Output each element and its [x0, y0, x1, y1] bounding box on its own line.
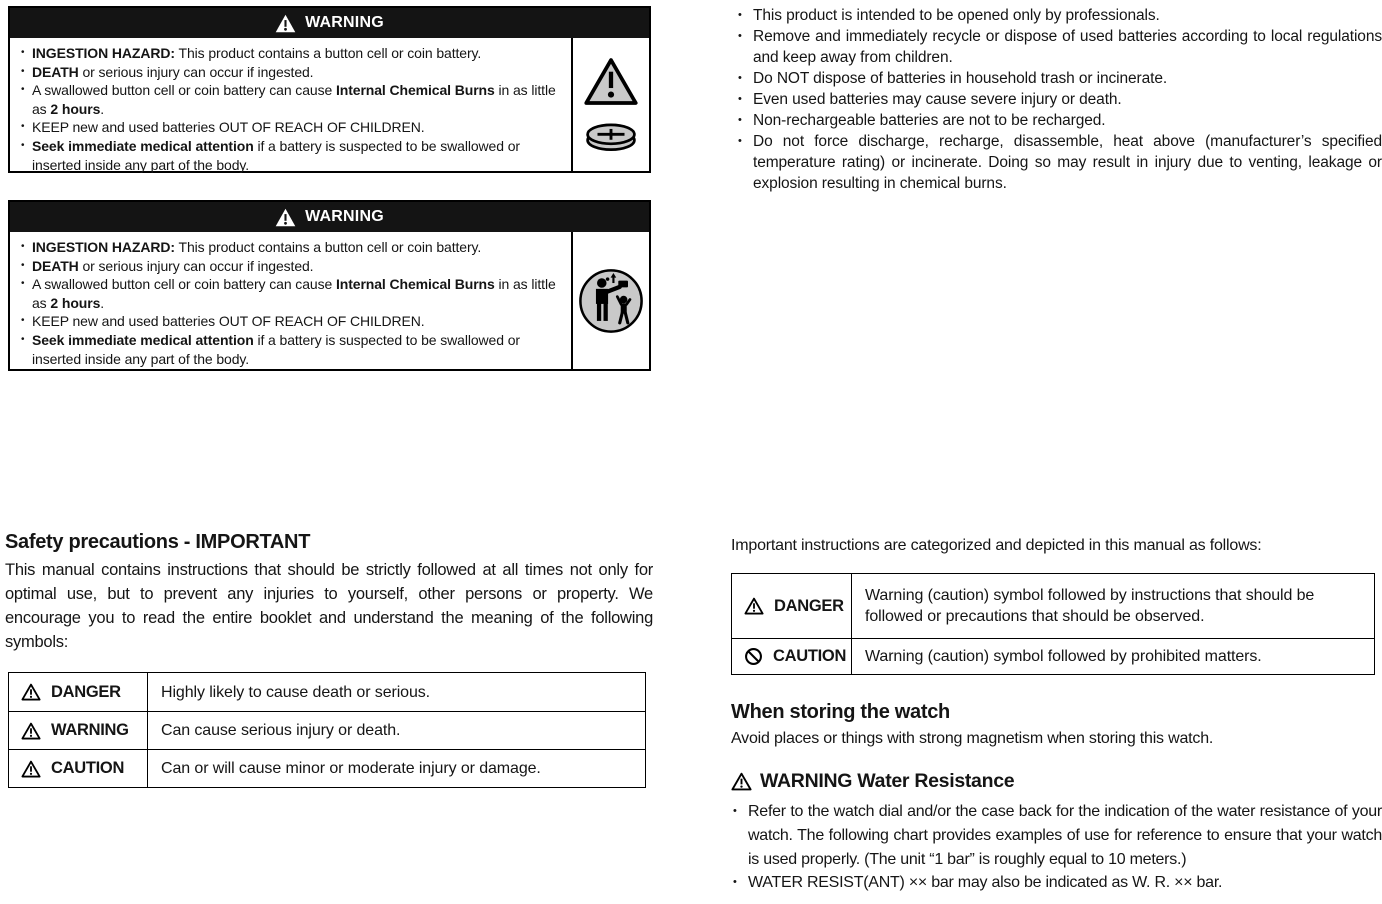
warning-text-column: [10, 38, 571, 171]
storing-section: [731, 701, 1381, 748]
category-label: DANGER: [774, 596, 844, 615]
categories-table: [731, 573, 1375, 675]
severity-description: Can cause serious injury or death.: [161, 722, 401, 739]
warning-bullet: • Seek immediate medical attention if a battery is suspected to be swallowed or inserted inside any part of the body.: [19, 331, 565, 368]
severity-label-cell: [9, 673, 148, 711]
warning-bullet: • KEEP new and used batteries OUT OF REACH OF CHILDREN.: [19, 312, 565, 331]
warning-triangle-icon: [275, 14, 296, 33]
list-item: • Do NOT dispose of batteries in household trash or incinerate.: [736, 68, 1382, 89]
severity-label: WARNING: [51, 721, 129, 739]
warning-title: WARNING: [305, 14, 384, 31]
severity-label: CAUTION: [51, 759, 125, 777]
warning-text-column: [10, 232, 571, 369]
category-label-cell: [732, 639, 852, 674]
storing-text: Avoid places or things with strong magnetism when storing this watch.: [731, 730, 1214, 747]
warning-bullet: • A swallowed button cell or coin battery can cause Internal Chemical Burns in as little as 2 hours.: [19, 81, 565, 118]
warning-body: [10, 38, 649, 171]
warning-triangle-outline-icon: [21, 722, 41, 740]
warning-bullet: • DEATH or serious injury can occur if ingested.: [19, 257, 565, 276]
list-item: • Do not force discharge, recharge, disassemble, heat above (manufacturer’s specified temperature rating) or incinerate. Doing so may result in injury due to venting, leakage or explosion resulting in chemical burns.: [736, 131, 1382, 194]
hazard-triangle-icon: [583, 56, 639, 107]
warning-icon-column: [571, 232, 649, 369]
safety-precautions-heading: Safety precautions - IMPORTANT: [5, 531, 311, 553]
keep-away-children-icon: [577, 267, 645, 335]
severity-label-cell: [9, 750, 148, 787]
water-resistance-heading-row: [731, 770, 1382, 793]
warning-triangle-outline-icon: [21, 683, 41, 701]
warning-bullet-list: [19, 238, 565, 368]
storing-heading: When storing the watch: [731, 701, 950, 723]
warning-header: [10, 202, 649, 232]
warning-bullet: • INGESTION HAZARD: This product contains a button cell or coin battery.: [19, 238, 565, 257]
severity-label: DANGER: [51, 682, 121, 701]
battery-handling-list: [736, 5, 1382, 194]
safety-precautions-text: This manual contains instructions that should be strictly followed at all times not only for optimal use, but to prevent any injuries to yourself, other persons or property. We encourage you to read the entire booklet and understand the meaning of the following symbols:: [5, 561, 653, 651]
category-label-cell: [732, 574, 852, 638]
warning-triangle-outline-icon: [731, 772, 752, 791]
warning-header: [10, 8, 649, 38]
list-item: • Refer to the watch dial and/or the case back for the indication of the water resistance of your watch. The following chart provides examples of use for reference to ensure that your watch is used properly. (The unit “1 bar” is roughly equal to 10 meters.): [731, 800, 1382, 871]
warning-bullet: • DEATH or serious injury can occur if ingested.: [19, 63, 565, 82]
warning-bullet: • A swallowed button cell or coin battery can cause Internal Chemical Burns in as little as 2 hours.: [19, 275, 565, 312]
table-row: [9, 711, 645, 749]
table-row: [732, 574, 1374, 638]
warning-triangle-icon: [275, 208, 296, 227]
table-row: [9, 749, 645, 787]
list-item: • WATER RESIST(ANT) ×× bar may also be indicated as W. R. ×× bar.: [731, 871, 1382, 895]
table-row: [732, 638, 1374, 674]
warning-title: WARNING: [305, 208, 384, 225]
categories-intro: Important instructions are categorized and depicted in this manual as follows:: [731, 537, 1262, 554]
water-resistance-heading: WARNING Water Resistance: [760, 770, 1015, 792]
coin-battery-icon: [584, 122, 638, 153]
warning-bullet: • Seek immediate medical attention if a battery is suspected to be swallowed or inserted inside any part of the body.: [19, 137, 565, 174]
severity-table: [8, 672, 646, 788]
list-item: • Non-rechargeable batteries are not to be recharged.: [736, 110, 1382, 131]
category-description: Warning (caution) symbol followed by instructions that should be followed or precautions that should be observed.: [865, 587, 1315, 625]
category-label: CAUTION: [773, 647, 847, 665]
warning-triangle-outline-icon: [744, 597, 764, 615]
severity-description: Can or will cause minor or moderate injury or damage.: [161, 760, 541, 777]
safety-precautions-section: [5, 531, 653, 654]
water-resistance-section: [731, 770, 1382, 895]
severity-label-cell: [9, 712, 148, 749]
prohibition-icon: [744, 647, 763, 666]
warning-icon-column: [571, 38, 649, 171]
list-item: • Even used batteries may cause severe injury or death.: [736, 89, 1382, 110]
severity-description: Highly likely to cause death or serious.: [161, 683, 431, 701]
warning-box-children: [8, 200, 651, 371]
warning-body: [10, 232, 649, 369]
warning-box-battery: [8, 6, 651, 173]
list-item: • This product is intended to be opened only by professionals.: [736, 5, 1382, 26]
list-item: • Remove and immediately recycle or dispose of used batteries according to local regulations and keep away from children.: [736, 26, 1382, 68]
category-description: Warning (caution) symbol followed by prohibited matters.: [865, 648, 1262, 665]
water-resistance-list: [731, 800, 1382, 895]
warning-bullet: • INGESTION HAZARD: This product contains a button cell or coin battery.: [19, 44, 565, 63]
table-row: [9, 673, 645, 711]
warning-bullet-list: [19, 44, 565, 174]
warning-bullet: • KEEP new and used batteries OUT OF REACH OF CHILDREN.: [19, 118, 565, 137]
warning-triangle-outline-icon: [21, 760, 41, 778]
